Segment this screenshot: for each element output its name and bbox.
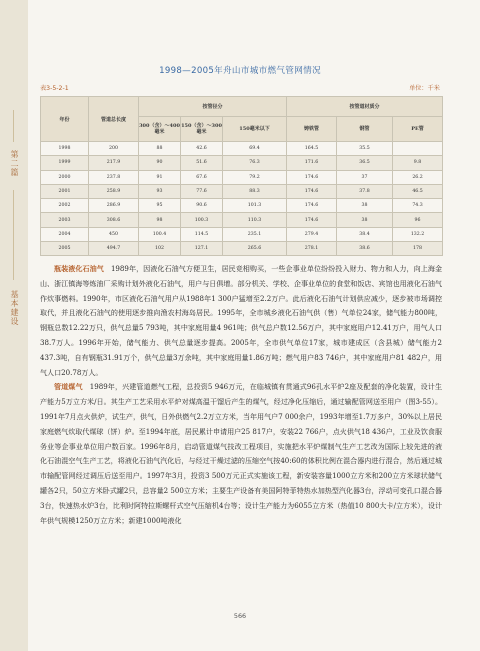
table-cell: 90 — [139, 156, 181, 170]
table-cell: 308.6 — [89, 213, 139, 227]
table-cell: 174.6 — [287, 170, 337, 184]
table-cell: 98 — [139, 213, 181, 227]
table-cell: 494.7 — [89, 242, 139, 256]
table-row — [41, 227, 443, 241]
table-cell: 2000 — [41, 170, 89, 184]
gas-pipeline-table — [40, 96, 443, 256]
table-cell: 174.6 — [287, 199, 337, 213]
table-row — [41, 156, 443, 170]
table-cell: 88.3 — [223, 184, 287, 198]
table-cell: 95 — [139, 199, 181, 213]
table-cell: 88 — [139, 142, 181, 156]
table-cell: 100.4 — [139, 227, 181, 241]
header-pe: PE管 — [393, 117, 443, 142]
table-cell: 35.5 — [337, 142, 393, 156]
table-row — [41, 199, 443, 213]
table-cell: 237.8 — [89, 170, 139, 184]
table-cell: 178 — [393, 242, 443, 256]
table-cell: 36.5 — [337, 156, 393, 170]
table-cell — [393, 142, 443, 156]
table-row — [41, 213, 443, 227]
header-total-length: 管道总长度 — [89, 97, 139, 142]
table-row — [41, 170, 443, 184]
table-cell: 200 — [89, 142, 139, 156]
chapter-mark: 基本建设 — [10, 290, 19, 326]
table-cell: 114.5 — [181, 227, 223, 241]
table-cell: 90.6 — [181, 199, 223, 213]
table-row — [41, 184, 443, 198]
sidebar-rule — [13, 110, 14, 142]
table-cell: 2002 — [41, 199, 89, 213]
header-by-diameter: 按管径分 — [139, 97, 287, 117]
header-under-150mm: 150毫米以下 — [223, 117, 287, 142]
table-cell: 1999 — [41, 156, 89, 170]
table-cell: 46.5 — [393, 184, 443, 198]
table-cell: 171.6 — [287, 156, 337, 170]
header-year: 年份 — [41, 97, 89, 142]
table-cell: 42.6 — [181, 142, 223, 156]
paragraph-heading: 瓶装液化石油气 — [54, 264, 104, 273]
table-cell: 37 — [337, 170, 393, 184]
table-cell: 278.1 — [287, 242, 337, 256]
table-cell: 38 — [337, 199, 393, 213]
table-cell: 67.6 — [181, 170, 223, 184]
section-mark: 第二篇 — [10, 150, 19, 177]
table-cell: 69.4 — [223, 142, 287, 156]
table-cell: 235.1 — [223, 227, 287, 241]
table-cell: 51.6 — [181, 156, 223, 170]
table-cell: 265.6 — [223, 242, 287, 256]
table-cell: 450 — [89, 227, 139, 241]
header-150-300mm: 150（含）～300毫米 — [181, 117, 223, 142]
body-text — [40, 262, 442, 528]
paragraph-heading: 管道煤气 — [54, 382, 83, 392]
table-cell: 1998 — [41, 142, 89, 156]
table-cell: 26.2 — [393, 170, 443, 184]
table-cell: 174.6 — [287, 184, 337, 198]
table-number: 表3-5-2-1 — [40, 85, 69, 92]
table-cell: 2003 — [41, 213, 89, 227]
table-cell: 9.8 — [393, 156, 443, 170]
sidebar-rule — [13, 190, 14, 280]
table-cell: 38 — [337, 213, 393, 227]
page-number: 566 — [233, 612, 247, 620]
paragraph-body: 1989年，因液化石油气方便卫生，居民竞相购买，一些企事业单位纷纷投入财力、物力和人力，向上海金山、浙江镇海等炼油厂采购计划外液化石油气，用户与日俱增。部分机关、学校、企事业单位的食堂和饭店、宾馆也用液化石油气作炊事燃料。1990年，市区液化石油气用户从1988年1 300户猛增至2.2万户。此后液化石油气计划供应减少，逐步被市场调控取代，并且液化石油气的使用逐步推向渔农村海岛居民。1995年，全市城乡液化石油气供（售）气单位24家，储气能力800吨，钢瓶总数12.22万只，供气总量5 793吨，其中家庭用量4 961吨；供气总户数12.56万户，其中家庭用户12.41万户，用气人口38.7万人。1996年开始，储气能力、供气总量逐步提高。2005年，全市供气单位17家，城市建成区（含县城）储气能力2 437.3吨，自有钢瓶31.91万个，供气总量3万余吨，其中家庭用量1.86万吨；燃气用户83 746户，其中家庭用户81 482户，用气人口20.78万人。 — [40, 264, 442, 377]
table-cell: 37.8 — [337, 184, 393, 198]
header-by-material: 按管道材质分 — [287, 97, 443, 117]
table-cell: 76.3 — [223, 156, 287, 170]
table-cell: 2005 — [41, 242, 89, 256]
paragraph-body: 1989年，兴建管道燃气工程，总投资5 946万元，在临城镇有贯通式96孔水平炉2座及配套的净化装置，设计生产能力5万立方米/日。其生产工艺采用水平炉对煤高温干馏后产生的煤气，经过净化压缩后，通过输配管网送至用户（图3-55）。1991年7月点火供炉，试生产，供气，日外供燃气2.2万立方米，当年用气户7 000余户，1993年增至1.7万多户，30%以上居民家庭燃气炊取代煤球（饼）炉。至1994年底，居民累计申请用户25 817户，安装22 766户，点火供气18 436户，工业及饮食服务业等企事业单位用户数百家。1996年8月，启动管道煤气技改工程项目，实施把水平炉煤制气生产工艺改为国际上较先进的液化石油混空气生产工艺，将液化石油气汽化后，与经过干燥过滤的压缩空气按40:60的体积比例在混合器内进行混合，然后通过城市输配管网经过调压后送至用户。1997年3月，投资3 500万元正式实施该工程，新安装容量1000立方米和200立方米球状储气罐各2只，50立方米卧式罐2只，总容量2 500立方米；主要生产设备有美国阿特菲特热水加热型汽化器3台，浮动可变孔口混合器3台，快速热水炉3台，比利时阿特拉斯螺杆式空气压缩机4台等；设计生产能力为6055立方米（热值10 800大卡/立方米），设计年供气规模1250万立方米；新建1000吨液化 — [40, 382, 442, 525]
table-cell: 110.3 — [223, 213, 287, 227]
table-cell: 2001 — [41, 184, 89, 198]
table-cell: 100.3 — [181, 213, 223, 227]
table-cell: 91 — [139, 170, 181, 184]
table-cell: 217.9 — [89, 156, 139, 170]
paragraph-bottled-lpg — [40, 262, 442, 380]
table-title: 1998—2005年舟山市城市燃气管网情况 — [159, 66, 321, 76]
table-cell: 174.6 — [287, 213, 337, 227]
table-cell: 127.1 — [181, 242, 223, 256]
sidebar-strip — [0, 0, 28, 651]
table-cell: 102 — [139, 242, 181, 256]
table-cell: 132.2 — [393, 227, 443, 241]
table-cell: 96 — [393, 213, 443, 227]
table-cell: 164.5 — [287, 142, 337, 156]
table-row — [41, 142, 443, 156]
table-cell: 2004 — [41, 227, 89, 241]
table-unit: 单位：千米 — [409, 85, 440, 92]
header-steel: 钢管 — [337, 117, 393, 142]
table-cell: 74.3 — [393, 199, 443, 213]
table-cell: 93 — [139, 184, 181, 198]
table-cell: 258.9 — [89, 184, 139, 198]
header-cast-iron: 铸铁管 — [287, 117, 337, 142]
header-300-400mm: 300（含）～400毫米 — [139, 117, 181, 142]
table-cell: 38.6 — [337, 242, 393, 256]
table-cell: 286.9 — [89, 199, 139, 213]
table-cell: 38.4 — [337, 227, 393, 241]
table-cell: 77.6 — [181, 184, 223, 198]
table-cell: 101.3 — [223, 199, 287, 213]
paragraph-pipeline-gas — [40, 380, 442, 528]
table-cell: 79.2 — [223, 170, 287, 184]
table-cell: 279.4 — [287, 227, 337, 241]
table-row — [41, 242, 443, 256]
